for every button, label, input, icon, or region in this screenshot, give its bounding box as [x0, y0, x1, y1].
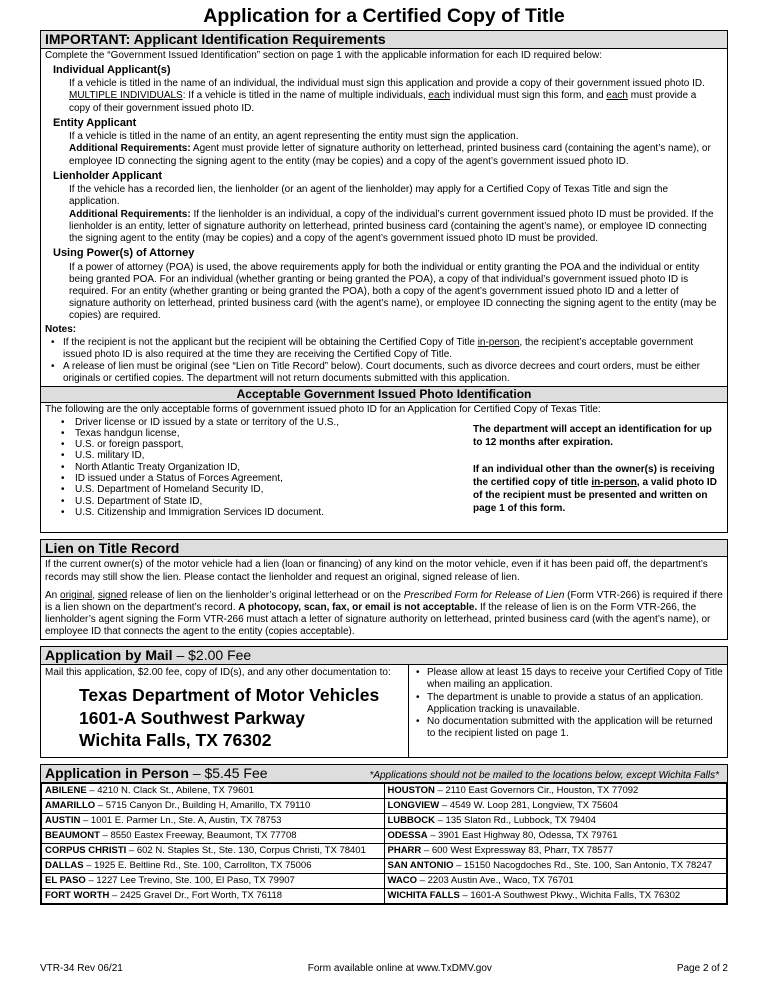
multiple-individuals-text: MULTIPLE INDIVIDUALS: If a vehicle is titled in the name of multiple individuals, each individual must sign this form, and each must provide a copy of their government issued photo ID. — [69, 90, 697, 114]
lien-section — [40, 539, 728, 641]
office-cell: LUBBOCK – 135 Slaton Rd., Lubbock, TX 79404 — [384, 813, 727, 828]
mail-note-item: • The department is unable to provide a status of an application. Application tracking is unavailable. — [413, 692, 723, 716]
photo-id-item: • U.S. Department of State ID, — [61, 496, 473, 507]
in-person-fee: – $5.45 Fee — [188, 764, 268, 781]
office-cell: BEAUMONT – 8550 Eastex Freeway, Beaumont, TX 77708 — [42, 828, 385, 843]
office-cell: EL PASO – 1227 Lee Trevino, Ste. 100, El Paso, TX 79907 — [42, 873, 385, 888]
photo-id-item: • U.S. military ID, — [61, 450, 473, 461]
identification-intro: Complete the “Government Issued Identification” section on page 1 with the applicable information for each ID required below: — [45, 49, 602, 61]
mail-note-item: • No documentation submitted with the application will be returned to the recipient listed on page 1. — [413, 716, 723, 740]
office-cell: CORPUS CHRISTI – 602 N. Staples St., Ste. 130, Corpus Christi, TX 78401 — [42, 843, 385, 858]
lien-paragraph-2: An original, signed release of lien on the lienholder’s original letterhead or on the Prescribed Form for Release of Lien (Form VTR-266) is required if there is a lien shown on the department’s record. A photocopy, scan, fax, or email is not acceptable. If the release of lien is on the Form VTR-266, the lienholder’s agent signing the Form VTR-266 must attach a letter of signature authority on letterhead, printed business card (with the agent’s name), or employee ID that connects the agent to the entity (copies acceptable). — [45, 589, 723, 638]
office-cell: WACO – 2203 Austin Ave., Waco, TX 76701 — [384, 873, 727, 888]
office-cell: AMARILLO – 5715 Canyon Dr., Building H, Amarillo, TX 79110 — [42, 798, 385, 813]
notes-list — [45, 337, 723, 386]
table-row — [42, 888, 727, 903]
mailing-address — [79, 684, 404, 750]
page-title: Application for a Certified Copy of Title — [203, 5, 565, 27]
lienholder-additional: Additional Requirements: If the lienholder is an individual, a copy of the individual’s current government issued photo ID must be provided. If the lienholder is an entity, letter of signature authority on letterhead, printed business card (containing the agent’s name), or employee ID connecting the signing agent to the entity (may be copies) and a copy of the agent’s government issued photo ID must be provided. — [69, 208, 714, 244]
lienholder-text: If the vehicle has a recorded lien, the lienholder (or an agent of the lienholder) may apply for a Certified Copy of Texas Title and sign the application. — [69, 184, 669, 208]
in-person-note: *Applications should not be mailed to the locations below, except Wichita Falls* — [369, 769, 719, 781]
identification-section — [40, 30, 728, 533]
identification-heading: IMPORTANT: Applicant Identification Requirements — [41, 31, 727, 49]
photo-id-item: • U.S. Department of Homeland Security ID, — [61, 484, 473, 495]
office-locations-table — [41, 783, 727, 904]
office-cell: LONGVIEW – 4549 W. Loop 281, Longview, TX 75604 — [384, 798, 727, 813]
notes-label: Notes: — [45, 324, 77, 336]
entity-text: If a vehicle is titled in the name of an entity, an agent representing the entity must sign the application. — [69, 131, 519, 143]
recipient-note: If an individual other than the owner(s) is receiving the certified copy of title in-person, a valid photo ID of the recipient must be presented and written on page 1 of this form. — [473, 463, 717, 514]
mail-fee: – $2.00 Fee — [172, 647, 252, 664]
photo-id-list — [45, 417, 473, 529]
mail-address-block — [41, 665, 409, 756]
lienholder-title: Lienholder Applicant — [53, 169, 162, 182]
individual-text: If a vehicle is titled in the name of an individual, the individual must sign this application and provide a copy of their government issued photo ID. — [69, 78, 705, 90]
photo-id-heading: Acceptable Government Issued Photo Identification — [41, 386, 727, 403]
in-person-title: Application in Person – $5.45 Fee — [45, 764, 268, 781]
in-person-section — [40, 764, 728, 905]
address-line: 1601-A Southwest Parkway — [79, 707, 305, 728]
table-row — [42, 858, 727, 873]
lien-body — [41, 557, 727, 639]
photo-id-grid — [45, 417, 723, 529]
in-person-heading — [41, 765, 727, 783]
office-cell: WICHITA FALLS – 1601-A Southwest Pkwy., Wichita Falls, TX 76302 — [384, 888, 727, 903]
photo-id-item: • Texas handgun license, — [61, 428, 473, 439]
table-row — [42, 828, 727, 843]
office-cell: PHARR – 600 West Expressway 83, Pharr, TX 78577 — [384, 843, 727, 858]
photo-id-item: • U.S. Citizenship and Immigration Services ID document. — [61, 507, 473, 518]
online-link-text: Form available online at www.TxDMV.gov — [307, 963, 492, 974]
photo-id-item: • U.S. or foreign passport, — [61, 439, 473, 450]
mail-section — [40, 646, 728, 757]
lienholder-body — [69, 184, 727, 245]
mail-note-item: • Please allow at least 15 days to receive your Certified Copy of Title when mailing an application. — [413, 667, 723, 691]
entity-title: Entity Applicant — [53, 116, 137, 129]
office-cell: ABILENE – 4210 N. Clack St., Abilene, TX 79601 — [42, 783, 385, 798]
mail-notes-list — [413, 667, 723, 740]
poa-title: Using Power(s) of Attorney — [53, 247, 195, 260]
entity-body — [69, 131, 727, 168]
mail-heading: Application by Mail – $2.00 Fee — [41, 647, 727, 665]
office-cell: HOUSTON – 2110 East Governors Cir., Houston, TX 77092 — [384, 783, 727, 798]
address-line: Texas Department of Motor Vehicles — [79, 685, 380, 706]
table-row — [42, 813, 727, 828]
notes-block — [41, 322, 727, 386]
photo-id-section — [41, 403, 727, 531]
poa-text: If a power of attorney (POA) is used, the above requirements apply for both the individual or entity granting the POA and the individual or entity being granted POA. For an individual (whether granting or being granted the POA), a copy of that individual’s government issued photo ID is required. For an entity (whether granting or being granted the POA), both a copy of the agent’s government issued photo ID and a letter of signature authority on letterhead, printed business card (with the agent’s name), or employee ID connecting the signing agent to the entity (may be copies) are required. — [69, 261, 717, 322]
individual-body — [69, 78, 727, 115]
mail-notes — [409, 665, 727, 756]
table-row — [42, 843, 727, 858]
page-footer — [40, 963, 728, 975]
photo-id-item: • North Atlantic Treaty Organization ID, — [61, 462, 473, 473]
lien-heading: Lien on Title Record — [41, 540, 727, 558]
photo-id-intro: The following are the only acceptable forms of government issued photo ID for an Application for Certified Copy of Texas Title: — [45, 404, 601, 416]
table-row — [42, 783, 727, 798]
photo-id-item: • Driver license or ID issued by a state or territory of the U.S., — [61, 417, 473, 428]
note-item: • If the recipient is not the applicant but the recipient will be obtaining the Certified Copy of Title in-person, the recipient’s acceptable government issued photo ID is also required at the time they are receiving the Certified Copy of Title. — [45, 337, 723, 361]
office-cell: DALLAS – 1925 E. Beltline Rd., Ste. 100, Carrollton, TX 75006 — [42, 858, 385, 873]
expiration-note: The department will accept an identification for up to 12 months after expiration. — [473, 423, 712, 448]
page-number: Page 2 of 2 — [676, 963, 728, 974]
address-line: Wichita Falls, TX 76302 — [79, 729, 272, 750]
entity-additional: Additional Requirements: Agent must provide letter of signature authority on letterhead, printed business card (containing the agent’s name), or employee ID connecting the signing agent to the entity (may be copies) and a copy of the agent’s government issued photo ID. — [69, 143, 711, 167]
table-row — [42, 873, 727, 888]
table-row — [42, 798, 727, 813]
poa-body — [69, 262, 727, 323]
individual-title: Individual Applicant(s) — [53, 63, 171, 76]
office-cell: FORT WORTH – 2425 Gravel Dr., Fort Worth, TX 76118 — [42, 888, 385, 903]
photo-id-item: • ID issued under a Status of Forces Agreement, — [61, 473, 473, 484]
mail-intro: Mail this application, $2.00 fee, copy of ID(s), and any other documentation to: — [45, 667, 391, 679]
lien-paragraph-1: If the current owner(s) of the motor vehicle had a lien (loan or financing) of any kind on the motor vehicle, even if it has been paid off, the department’s records may still show the lien. Please contact the lienholder and request an original, signed release of lien. — [45, 559, 708, 583]
office-cell: AUSTIN – 1001 E. Parmer Ln., Ste. A, Austin, TX 78753 — [42, 813, 385, 828]
office-cell: SAN ANTONIO – 15150 Nacogdoches Rd., Ste. 100, San Antonio, TX 78247 — [384, 858, 727, 873]
photo-id-side-notes — [473, 417, 723, 529]
office-cell: ODESSA – 3901 East Highway 80, Odessa, TX 79761 — [384, 828, 727, 843]
form-id: VTR-34 Rev 06/21 — [40, 963, 123, 974]
note-item: • A release of lien must be original (see “Lien on Title Record” below). Court documents, such as divorce decrees and court orders, must be either originals or certified copies. The department will not return documents submitted with this application. — [45, 361, 723, 385]
mail-body — [41, 665, 727, 756]
